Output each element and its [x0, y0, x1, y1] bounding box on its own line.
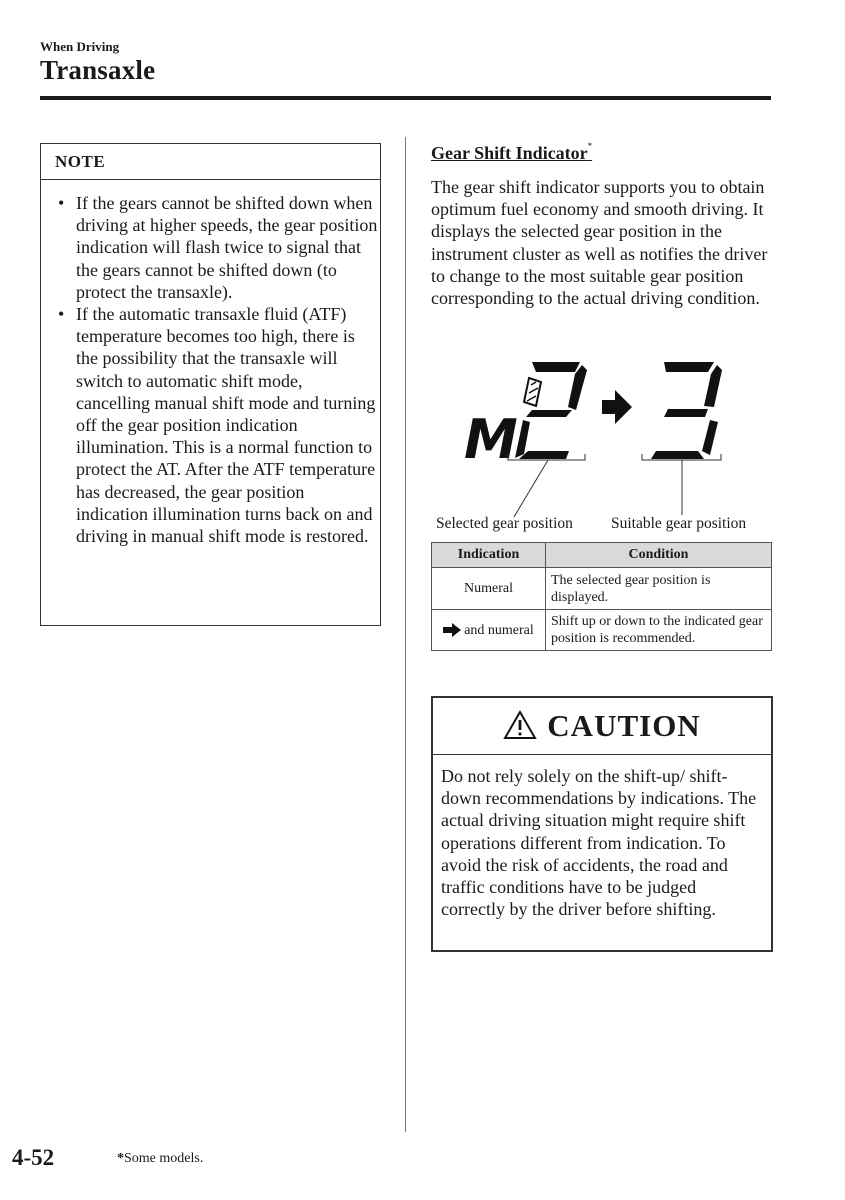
- footnote: [117, 1151, 203, 1167]
- note-item: [58, 303, 380, 547]
- selected-gear-caption: Selected gear position: [436, 515, 573, 532]
- title-rule: [40, 96, 771, 100]
- caution-box: [431, 696, 773, 952]
- page-number: 4-52: [12, 1145, 55, 1170]
- table-cell-indication-text: and numeral: [464, 622, 534, 638]
- page-title: Transaxle: [40, 55, 156, 85]
- gear-shift-heading: [431, 143, 592, 164]
- selected-leader-line: [514, 460, 548, 517]
- section-label: When Driving: [40, 39, 120, 54]
- table-header-condition: Condition: [546, 543, 772, 568]
- bullet-icon: •: [58, 193, 65, 213]
- selected-gear-digit: [515, 362, 587, 459]
- table-row: [432, 568, 772, 610]
- table-cell-condition: The selected gear position is displayed.: [546, 568, 772, 610]
- suitable-gear-caption: Suitable gear position: [611, 515, 747, 532]
- suitable-gear-digit: [651, 362, 722, 459]
- column-divider: [405, 137, 406, 1132]
- note-item: [58, 192, 380, 303]
- shift-arrow-icon: [602, 390, 632, 424]
- table-cell-condition: Shift up or down to the indicated gear position is recommended.: [546, 610, 772, 651]
- note-heading: NOTE: [41, 144, 380, 180]
- gear-shift-illustration: [432, 352, 772, 532]
- caution-header: [433, 698, 771, 755]
- note-item-text: If the gears cannot be shifted down when driving at higher speeds, the gear position indication will flash twice to signal that the gears cannot be shifted down (to protect the transaxle).: [76, 193, 378, 302]
- table-row: [432, 610, 772, 651]
- warning-triangle-icon: [503, 710, 537, 740]
- indication-table: [431, 542, 772, 651]
- table-cell-indication: [432, 610, 546, 651]
- right-arrow-icon: [443, 623, 461, 637]
- note-item-text: If the automatic transaxle fluid (ATF) temperature becomes too high, there is the possibility that the transaxle will switch to automatic shift mode, cancelling manual shift mode and turning off the gear position indication illumination. This is a normal function to protect the AT. After the ATF temperature has decreased, the gear position indication illumination turns back on and driving in manual shift mode is restored.: [76, 304, 376, 547]
- table-cell-indication: Numeral: [432, 568, 546, 610]
- note-box: [40, 143, 381, 626]
- note-list: [41, 180, 380, 547]
- gear-shift-paragraph: The gear shift indicator supports you to obtain optimum fuel economy and smooth driving. It displays the selected gear position in the instrument cluster as well as notifies the driver to change to the most suitable gear position corresponding to the actual driving condition.: [431, 177, 768, 309]
- caution-title: CAUTION: [547, 708, 701, 743]
- footnote-mark: *: [587, 141, 593, 151]
- footnote-text: Some models.: [124, 1151, 204, 1166]
- footnote-mark: *: [117, 1151, 124, 1166]
- caution-body: Do not rely solely on the shift-up/ shift-down recommendations by indications. The actual driving situation might require shift operations different from indication. To avoid the risk of accidents, the road and traffic conditions have to be judged correctly by the driver before shifting.: [441, 766, 757, 920]
- bullet-icon: •: [58, 304, 65, 325]
- table-header-row: [432, 543, 772, 568]
- mode-letter: M: [464, 408, 518, 471]
- table-header-indication: Indication: [432, 543, 546, 568]
- gear-shift-heading-text: Gear Shift Indicator: [431, 143, 588, 163]
